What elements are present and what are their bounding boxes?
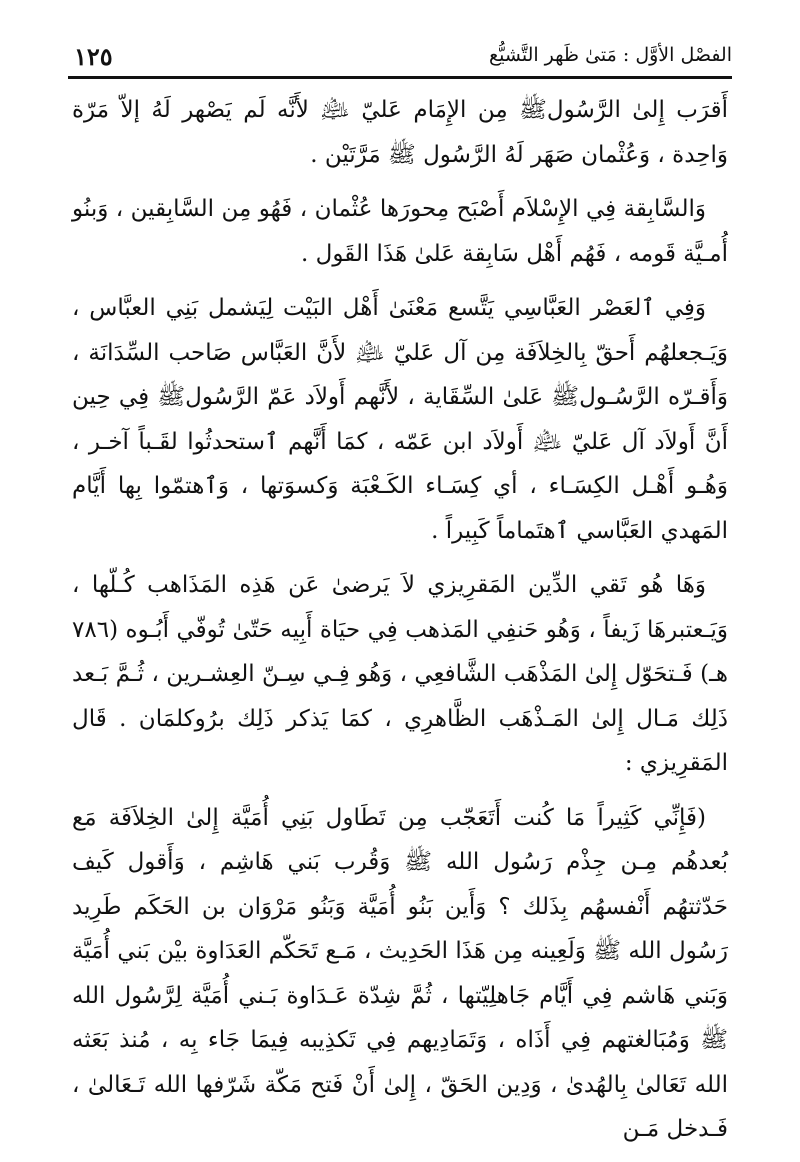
paragraph: وَالسَّابِقة فِي الإِسْلاَم أَصْبَح مِحورَها عُثْمان ، فَهُو مِن السَّابِقين ، وَبنُو أُمـيَّة قَومه ، فَهُم أَهْل سَابِقة عَلىٰ هَذَا القَول . [72, 196, 728, 267]
paragraph: وَهَا هُو تَقي الدِّين المَقرِيزي لاَ يَرضىٰ عَن هَذِه المَذَاهب كُـلّها ، وَيَـعتبرهَا زَيفاً ، وَهُو حَنفِي المَذهب فِي حيَاة أَبِيه حَتّىٰ تُوفّي أَبُـوه (٧٨٦ هـ) فَـتحَوّل إِلىٰ المَذْهَب الشَّافعِي ، وَهُو فِـي سِـنّ العِشـرين ، ثُـمَّ بَـعد ذَلِك مَـال إِلىٰ المَـذْهَب الظَّاهرِي ، كمَا يَذكر ذَلِك برُوكلمَان . قَال المَقرِيزي : [72, 572, 728, 776]
paragraph: أَقرَب إِلىٰ الرَّسُولﷺ مِن الإِمَام عَليّ ﵇ لأَنَّه لَم يَصْهر لَهُ إلاّ مَرّة وَاحِدة ، وَعُثْمان صَهَر لَهُ الرَّسُول ﷺ مَرَّتَيْن . [72, 97, 728, 168]
paragraph: وَفِي ٱلعَصْر العَبَّاسِي يَتَّسع مَعْنَىٰ أَهْل البَيْت لِيَشمل بَنِي العبَّاس ، وَيَـجعلهُم أَحقّ بِالخِلاَفَة مِن آل عَليّ ﵇ لأَنَّ العَبَّاس صَاحب السِّدَانَة ، وَأَقـرّه الرَّسُـولﷺ عَلىٰ السِّقَاية ، لأَنَّهم أَولاَد عَمّ الرَّسُولﷺ فِي حِين أَنَّ أَولاَد آل عَليّ ﵇ أَولاَد ابن عَمّه ، كمَا أَنَّهم ٱستحدثُوا لقَـباً آخـر ، وَهُـو أَهْـل الكِسَـاء ، أي كِسَـاء الكَـعْبَة وَكسوَتها ، وَٱهتمّوا بِها أَيَّام المَهدي العَبَّاسي ٱهتَماماً كَبِيراً . [72, 295, 728, 544]
header-divider [68, 76, 732, 79]
quoted-paragraph: (فَإِنِّي كَثِيراً مَا كُنت أَتَعَجّب مِن تَطَاول بَنِي أُمَيَّة إِلىٰ الخِلاَفَة مَع بُعدهُم مِـن جِذْم رَسُول الله ﷺ وَقُرب بَني هَاشِم ، وَأَقول كَيف حَدّثتهُم أَنْفسهُم بِذَلك ؟ وَأَين بَنُو أُمَيَّة وَبَنُو مَرْوَان بن الحَكَم طَرِيد رَسُول الله ﷺ وَلَعِينه مِن هَذَا الحَدِيث ، مَـع تَحَكّم العَدَاوة بيْن بَني أُمَيَّة وَبَني هَاشم فِي أَيَّام جَاهلِيّتها ، ثُمَّ شِدّة عَـدَاوة بَـني أُمَيَّة لِرَّسُول الله ﷺ وَمُبَالغتهم فِي أَذَاه ، وَتَمَادِيهم فِي تَكذِيبه فِيمَا جَاء بِه ، مُنذ بَعَثه الله تَعَالىٰ بِالهُدىٰ ، وَدِين الحَقّ ، إِلىٰ أَنْ فَتح مَكّة شَرّفها الله تَـعَالىٰ ، فَـدخل مَـن [72, 804, 728, 1142]
page-header [68, 40, 732, 74]
body-text [72, 88, 728, 1162]
running-title: الفصْل الأوَّل : مَتىٰ ظَهر التَّشيُّع [489, 44, 732, 66]
page-number: ١٢٥ [74, 42, 113, 71]
